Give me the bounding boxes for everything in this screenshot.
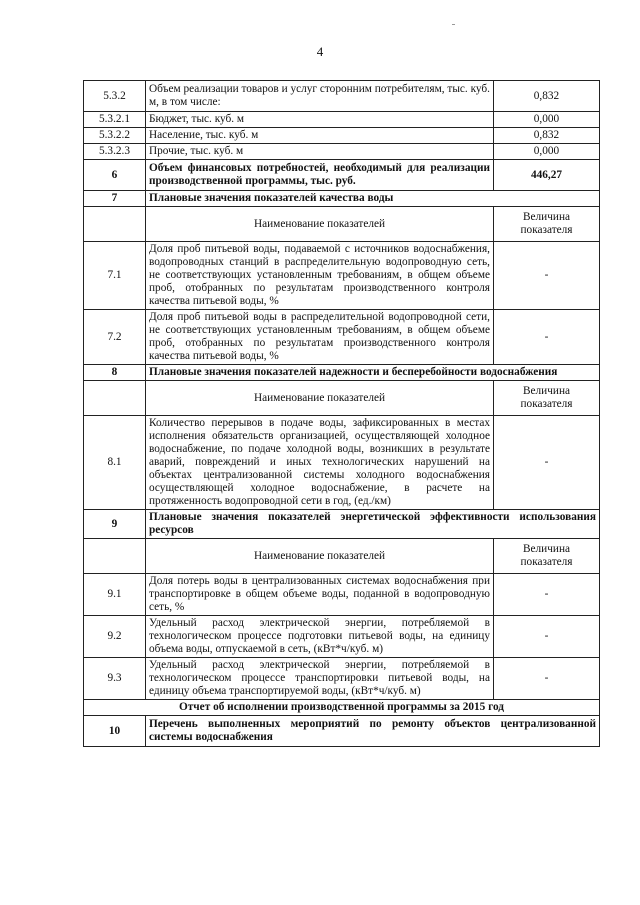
row-value: -: [494, 310, 600, 365]
section-row: [84, 510, 600, 539]
row-number: 5.3.2.3: [84, 144, 146, 160]
row-text: Объем финансовых потребностей, необходимый для реализации производственной программы, тыс. руб.: [146, 160, 494, 191]
row-text: Доля проб питьевой воды в распределительной водопроводной сети, не соответствующих установленным требованиям, в общем объеме проб, отобранных по результатам производственного контроля качества питьевой воды, %: [146, 310, 494, 365]
row-text: Прочие, тыс. куб. м: [146, 144, 494, 160]
section-row: [84, 365, 600, 381]
row-number: 5.3.2: [84, 81, 146, 112]
row-number: 7.1: [84, 242, 146, 310]
indicator-name-header: Наименование показателей: [146, 207, 494, 242]
section-title: Перечень выполненных мероприятий по ремонту объектов централизованной системы водоснабжения: [146, 716, 600, 747]
row-value: -: [494, 574, 600, 616]
row-text: Доля потерь воды в централизованных системах водоснабжения при транспортировке в общем объеме воды, поданной в водопроводную сеть, %: [146, 574, 494, 616]
report-heading: Отчет об исполнении производственной программы за 2015 год: [84, 700, 600, 716]
row-value: -: [494, 658, 600, 700]
table-row: [84, 160, 600, 191]
indicator-name-header: Наименование показателей: [146, 539, 494, 574]
table-row: [84, 658, 600, 700]
section-row: [84, 191, 600, 207]
row-text: Удельный расход электрической энергии, потребляемой в технологическом процессе подготовки питьевой воды, на единицу объема воды, отпускаемой в сеть, (кВт*ч/куб. м): [146, 616, 494, 658]
row-value: 0,832: [494, 81, 600, 112]
row-text: Количество перерывов в подаче воды, зафиксированных в местах исполнения обязательств организацией, осуществляющей холодное водоснабжение, по подаче холодной воды, возникших в результате аварий, повреждений и иных технологических нарушений на объектах централизованной системы холодного водоснабжения осуществляющей холодное водоснабжение, в расчете на протяженность водопроводной сети в год, (ед./км): [146, 416, 494, 510]
section-number: 8: [84, 365, 146, 381]
section-title: Плановые значения показателей надежности и бесперебойности водоснабжения: [146, 365, 600, 381]
row-text: Объем реализации товаров и услуг сторонним потребителям, тыс. куб. м, в том числе:: [146, 81, 494, 112]
row-text: Население, тыс. куб. м: [146, 128, 494, 144]
row-number: 9.1: [84, 574, 146, 616]
indicator-value-header: Величина показателя: [494, 381, 600, 416]
table-row: [84, 128, 600, 144]
section-number: 10: [84, 716, 146, 747]
row-number: 9.3: [84, 658, 146, 700]
header-blank: [84, 207, 146, 242]
row-value: -: [494, 616, 600, 658]
table-row: [84, 616, 600, 658]
row-value: 0,000: [494, 112, 600, 128]
table-row: [84, 574, 600, 616]
header-blank: [84, 539, 146, 574]
table-row: [84, 144, 600, 160]
row-number: 8.1: [84, 416, 146, 510]
row-number: 6: [84, 160, 146, 191]
indicator-name-header: Наименование показателей: [146, 381, 494, 416]
header-blank: [84, 381, 146, 416]
row-value: 0,832: [494, 128, 600, 144]
table-row: [84, 112, 600, 128]
row-value: 446,27: [494, 160, 600, 191]
table-row: [84, 310, 600, 365]
table-row: [84, 416, 600, 510]
row-number: 7.2: [84, 310, 146, 365]
row-text: Удельный расход электрической энергии, потребляемой в технологическом процессе транспортировки питьевой воды, на единицу объема транспортируемой воды, (кВт*ч/куб. м): [146, 658, 494, 700]
row-number: 9.2: [84, 616, 146, 658]
section-title: Плановые значения показателей качества воды: [146, 191, 600, 207]
row-value: 0,000: [494, 144, 600, 160]
table-row: [84, 242, 600, 310]
header-row: [84, 207, 600, 242]
section-row: [84, 716, 600, 747]
section-number: 9: [84, 510, 146, 539]
header-row: [84, 381, 600, 416]
production-program-table: [83, 80, 600, 747]
scan-mark: [452, 24, 455, 25]
row-text: Доля проб питьевой воды, подаваемой с источников водоснабжения, водопроводных станций в распределительную водопроводную сеть, не соответствующих установленным требованиям, в общем объеме проб, отобранных по результатам производственного контроля качества питьевой воды, %: [146, 242, 494, 310]
row-number: 5.3.2.1: [84, 112, 146, 128]
section-number: 7: [84, 191, 146, 207]
page-number: 4: [316, 44, 324, 59]
report-heading-row: [84, 700, 600, 716]
header-row: [84, 539, 600, 574]
row-text: Бюджет, тыс. куб. м: [146, 112, 494, 128]
table-row: [84, 81, 600, 112]
indicator-value-header: Величина показателя: [494, 539, 600, 574]
row-value: -: [494, 416, 600, 510]
section-title: Плановые значения показателей энергетической эффективности использования ресурсов: [146, 510, 600, 539]
row-value: -: [494, 242, 600, 310]
row-number: 5.3.2.2: [84, 128, 146, 144]
indicator-value-header: Величина показателя: [494, 207, 600, 242]
